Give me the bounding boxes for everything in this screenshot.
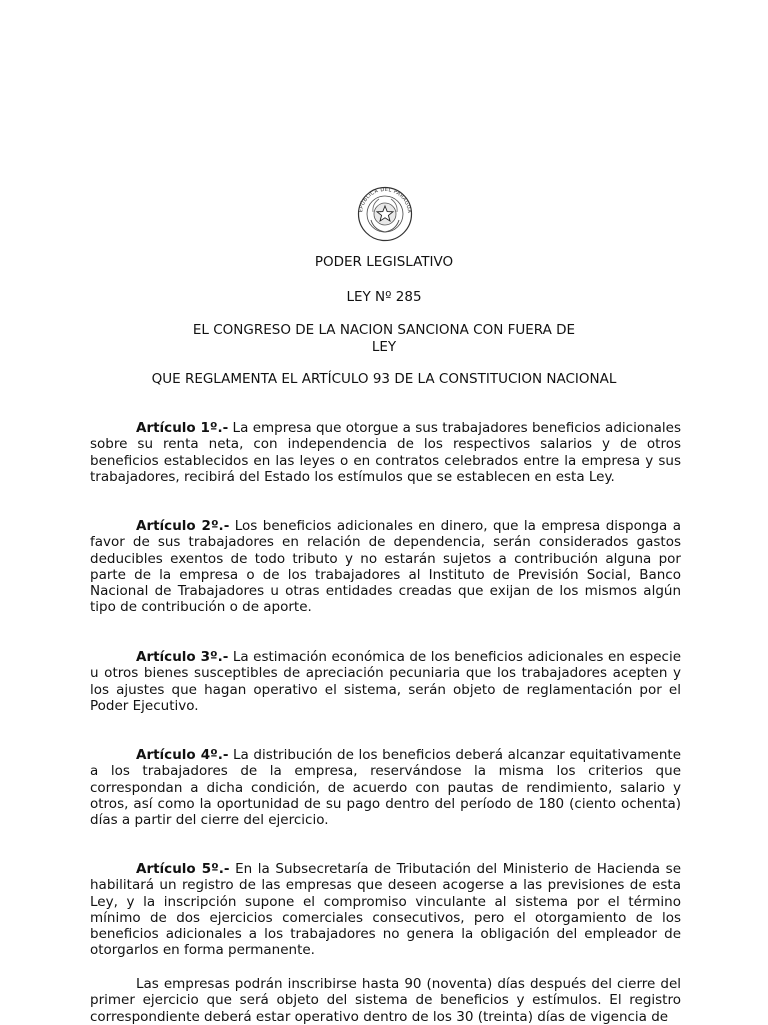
article-3-heading: Artículo 3º.-: [136, 649, 229, 665]
continuation-text: Las empresas podrán inscribirse hasta 90 (noventa) días después del cierre del primer ejercicio que será objeto del sistema de beneficios y estímulos. El registro correspondiente deberá estar operativo dentro de los 30 (treinta) días de vigencia de: [90, 976, 681, 1025]
law-subject: QUE REGLAMENTA EL ARTÍCULO 93 DE LA CONSTITUCION NACIONAL: [151, 371, 617, 387]
branch-heading: PODER LEGISLATIVO: [314, 254, 454, 270]
law-number: LEY Nº 285: [346, 289, 422, 305]
article-5-heading: Artículo 5º.-: [136, 861, 230, 877]
article-1-text: La empresa que otorgue a sus trabajadores beneficios adicionales sobre su renta neta, con independencia de los respectivos salarios y de otros beneficios establecidos en las leyes o en contratos celebrados entre la empresa y sus trabajadores, recibirá del Estado los estímulos que se establecen en esta Ley.: [90, 420, 681, 485]
article-4-heading: Artículo 4º.-: [136, 747, 229, 763]
article-5-text: En la Subsecretaría de Tributación del Ministerio de Hacienda se habilitará un registro de las empresas que deseen acogerse a las previsiones de esta Ley, y la inscripción supone el compromiso vinculante al sistema por el término mínimo de dos ejercicios comerciales consecutivos, pero el otorgamiento de los beneficios adicionales a los trabajadores no genera la obligación del empleador de otorgarlos en forma permanente.: [90, 861, 681, 959]
article-1-heading: Artículo 1º.-: [136, 420, 229, 436]
enactment-line-1: EL CONGRESO DE LA NACION SANCIONA CON FUERA DE: [192, 322, 576, 338]
article-2: [90, 518, 681, 616]
article-4: [90, 747, 681, 828]
article-3: [90, 649, 681, 714]
enactment-line-2: LEY: [371, 339, 397, 355]
article-5: [90, 861, 681, 959]
seal-caption: EPÚBLICA DEL PARAGUA: [358, 186, 413, 214]
article-5-continuation: [90, 976, 681, 1025]
article-2-text: Los beneficios adicionales en dinero, que la empresa disponga a favor de sus trabajadores en relación de dependencia, serán considerados gastos deducibles exentos de todo tributo y no estarán sujetos a contribución alguna por parte de la empresa o de los trabajadores al Instituto de Previsión Social, Banco Nacional de Trabajadores u otras entidades creadas que exijan de los mismos algún tipo de contribución o de aporte.: [90, 518, 682, 616]
article-1: [90, 420, 681, 485]
article-3-text: La estimación económica de los beneficios adicionales en especie u otros bienes susceptibles de apreciación pecuniaria que los trabajadores acepten y los ajustes que hagan operativo el sistema, serán objeto de reglamentación por el Poder Ejecutivo.: [90, 649, 682, 714]
coat-of-arms-seal: [357, 186, 413, 242]
article-4-text: La distribución de los beneficios deberá alcanzar equitativamente a los trabajadores de la empresa, reservándose la misma los criterios que correspondan a dicha condición, de acuerdo con pautas de rendimiento, salario y otros, así como la oportunidad de su pago dentro del período de 180 (ciento ochenta) días a partir del cierre del ejercicio.: [90, 747, 682, 829]
article-2-heading: Artículo 2º.-: [136, 518, 230, 534]
